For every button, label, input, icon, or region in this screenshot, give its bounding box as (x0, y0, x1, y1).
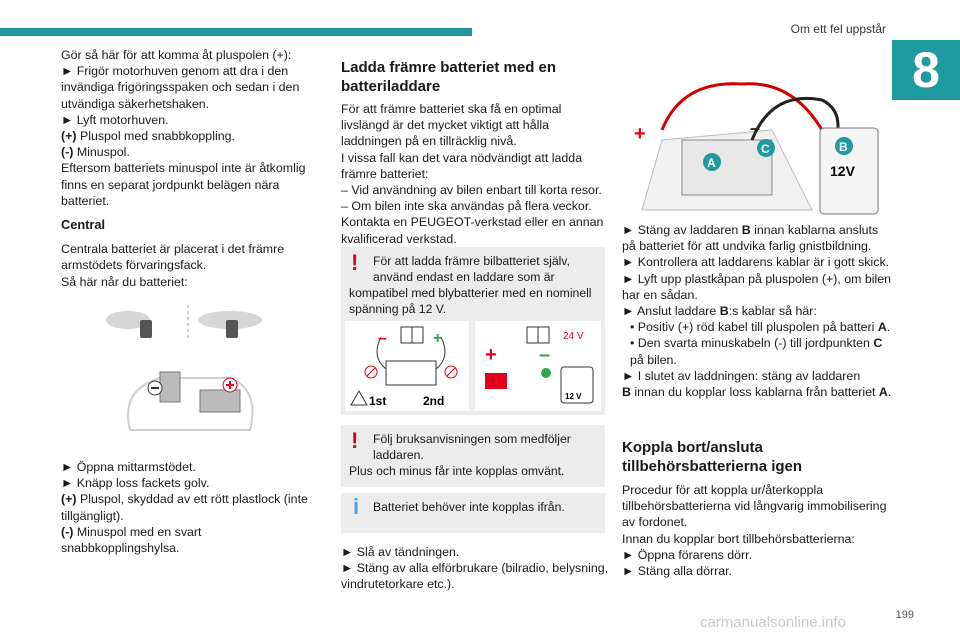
central-battery-figure (100, 300, 280, 450)
red-cable (662, 84, 822, 130)
accessory-p1: Procedur för att koppla ur/återkoppla tillbehörsbatterierna vid långvarig immobilisering av fordonet. (622, 483, 887, 530)
column-2 (341, 58, 606, 247)
minus-text: Minuspol. (73, 145, 130, 160)
label-24v: 24 V (563, 331, 584, 342)
charger-diagram (341, 317, 605, 415)
minus2-line (61, 524, 323, 556)
section-title: Om ett fel uppstår (790, 22, 886, 36)
s4a: ► Anslut laddare (622, 304, 720, 319)
warning-2-text (341, 425, 605, 487)
marker-b-label: B (839, 140, 848, 154)
b2c: på bilen. (630, 352, 677, 367)
step-open-door: ► Öppna förarens dörr. (622, 547, 753, 562)
s1c: innan kablarna ansluts på batteriet för att undvika farlig gnistbildning. (622, 223, 879, 254)
warning-1-rest: kompatibel med blybatterier med en nominell spänning på 12 V. (349, 286, 592, 316)
label-second: 2nd (423, 394, 445, 408)
central-heading: Central (61, 217, 106, 233)
minus2-label: (-) (61, 524, 74, 539)
watermark: carmanualsonline.info (700, 614, 846, 631)
ground-note: Eftersom batteriets minuspol inte är åtkomlig finns en separat jordpunkt belägen nära batteriet. (61, 161, 306, 208)
charger-heading: Ladda främre batteriet med en batteriladdare (341, 59, 557, 95)
step-ignition-off: ► Slå av tändningen. (341, 545, 460, 559)
b1b: A (877, 320, 887, 335)
b2a: • Den svarta minuskabeln (-) till jordpunkten (630, 336, 874, 351)
warning-2-line2: laddaren. (373, 448, 424, 462)
reach-text: Så här når du batteriet: (61, 274, 188, 289)
warning-box-2 (341, 425, 605, 487)
column-1-steps (61, 459, 323, 556)
armrest-right-latch (226, 320, 238, 338)
accessory-heading: Koppla bort/ansluta tillbehörsbatterierna igen (622, 439, 803, 475)
step-consumers-off: ► Stäng av alla elförbrukare (bilradio, belysning, vindrutetorkare etc.). (341, 561, 609, 592)
bullet-positive (622, 319, 892, 335)
battery-block (200, 390, 240, 412)
marker-a-label: A (707, 156, 716, 170)
minus-label: (-) (61, 145, 74, 160)
charger-p1: För att främre batteriet ska få en optimal livslängd är det mycket viktigt att hålla laddningen på en tillräcklig nivå. (341, 102, 562, 149)
plus-label: (+) (61, 129, 77, 144)
s5: ► I slutet av laddningen: stäng av laddaren (622, 368, 861, 383)
s5b4: . (887, 385, 892, 400)
step-unclip-floor: ► Knäpp loss fackets golv. (61, 476, 210, 491)
plus2-label: (+) (61, 492, 77, 507)
charger-d2: – Om bilen inte ska användas på flera veckor. (341, 199, 592, 214)
ground-point-icon (541, 368, 551, 378)
accessory-p2: Innan du kopplar bort tillbehörsbatterierna: (622, 531, 855, 546)
b2b: C (873, 336, 883, 351)
s5b3: A (878, 385, 888, 400)
warning-1-line1: För att ladda främre bilbatteriet själv, (373, 254, 570, 268)
plus2-line (61, 491, 323, 523)
s5b1: B (622, 385, 631, 400)
bullet-negative (622, 335, 892, 367)
warning-2-line1: Följ bruksanvisningen som medföljer (373, 432, 571, 446)
charger-12v-label: 12V (830, 163, 855, 179)
step-lift-bonnet: ► Lyft motorhuven. (61, 112, 169, 127)
step-end-charging-2 (622, 384, 892, 400)
warning-icon: ! (351, 428, 359, 453)
minus-mark-red: – (378, 330, 387, 347)
step-lift-cover: ► Lyft upp plastkåpan på pluspolen (+), om bilen har en sådan. (622, 271, 892, 302)
warning-1-text (341, 247, 605, 325)
column-2-steps (341, 544, 609, 593)
step-close-doors: ► Stäng alla dörrar. (622, 564, 733, 579)
plus2-text: Pluspol, skyddad av ett rött plastlock (inte tillgängligt). (61, 492, 308, 523)
label-12v-small: 12 V (565, 392, 582, 401)
marker-c-label: C (761, 142, 770, 156)
step-open-armrest: ► Öppna mittarmstödet. (61, 460, 196, 474)
intro-text: Gör så här för att komma åt pluspolen (+): (61, 48, 292, 62)
info-icon: i (353, 494, 360, 519)
minus-mark-big: – (539, 344, 551, 366)
info-box (341, 493, 605, 533)
minus-terminal-line (61, 144, 321, 160)
s4c: :s kablar så här: (728, 304, 817, 319)
warning-box-1 (341, 247, 605, 325)
plus-mark: + (634, 123, 646, 145)
minus2-text: Minuspol med en svart snabbkopplingshylsa. (61, 524, 202, 556)
column-3 (622, 222, 892, 400)
s1a: ► Stäng av laddaren (622, 223, 742, 237)
info-text: Batteriet behöver inte kopplas ifrån. (373, 500, 565, 514)
header-accent-bar (0, 28, 472, 36)
step-check-cables: ► Kontrollera att laddarens kablar är i gott skick. (622, 255, 890, 270)
column-4 (622, 438, 892, 579)
warning-1-line2: använd endast en laddare som är (373, 270, 555, 284)
step-end-charging (622, 368, 892, 384)
plus-mark-green: + (433, 330, 443, 347)
red-clamp-icon (485, 373, 507, 389)
b1c: . (886, 320, 891, 335)
armrest-left-latch (140, 320, 152, 338)
column-1 (61, 47, 321, 290)
minus-mark: – (750, 118, 761, 138)
info-text-wrap (341, 493, 605, 523)
page-number: 199 (895, 609, 914, 621)
charger-diagram-svg (341, 317, 605, 415)
step-charger-off (622, 222, 892, 254)
step-connect (622, 303, 892, 319)
warning-icon: ! (351, 250, 359, 275)
s4b: B (719, 304, 729, 319)
step-release-bonnet: ► Frigör motorhuven genom att dra i den invändiga frigöringsspaken och sedan i den utvändiga säkerhetshaken. (61, 64, 300, 111)
plus-terminal-line (61, 128, 321, 144)
charger-connection-figure (622, 60, 884, 216)
b1a: • Positiv (+) röd kabel till pluspolen på batteri (630, 320, 878, 335)
battery-body (160, 372, 180, 402)
central-text: Centrala batteriet är placerat i det främre armstödets förvaringsfack. (61, 242, 285, 273)
chapter-number: 8 (892, 40, 960, 100)
charger-p2: I vissa fall kan det vara nödvändigt att ladda främre batteriet: (341, 150, 583, 181)
s1b: B (741, 223, 751, 237)
plus-text: Pluspol med snabbkoppling. (76, 129, 235, 144)
label-first: 1st (369, 394, 387, 408)
charger-d1: – Vid användning av bilen enbart till korta resor. (341, 183, 602, 198)
plus-mark-big: + (485, 344, 497, 366)
s5b2: innan du kopplar loss kablarna från batteriet (630, 385, 879, 400)
warning-2-rest: Plus och minus får inte kopplas omvänt. (349, 464, 565, 478)
charger-p3: Kontakta en PEUGEOT-verkstad eller en annan kvalificerad verkstad. (341, 215, 604, 246)
